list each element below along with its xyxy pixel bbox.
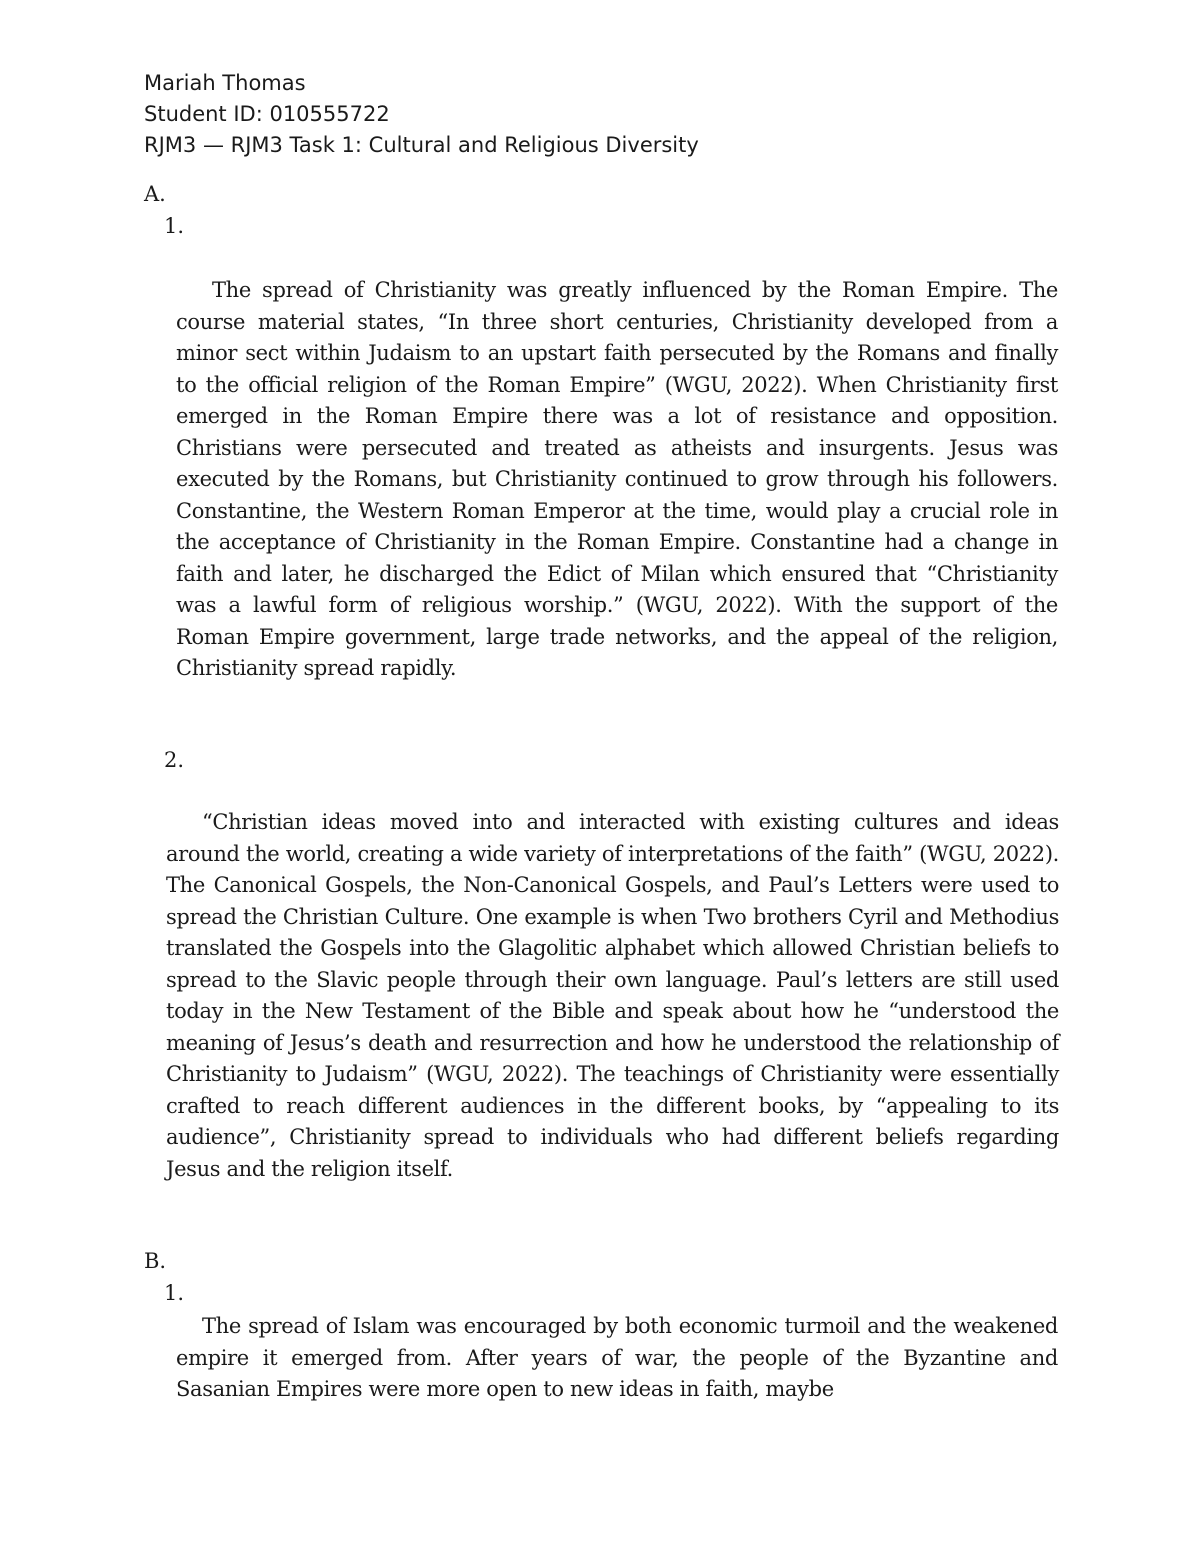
section-b-item-1-label: 1. xyxy=(164,1281,185,1305)
section-a-item-1-paragraph: The spread of Christianity was greatly influenced by the Roman Empire. The course material states, “In three short centuries, Christianity developed from a minor sect within Judaism to an upstart faith persecuted by the Romans and finally to the official religion of the Roman Empire” (WGU, 2022). When Christianity first emerged in the Roman Empire there was a lot of resistance and opposition. Christians were persecuted and treated as atheists and insurgents. Jesus was executed by the Romans, but Christianity continued to grow through his followers. Constantine, the Western Roman Emperor at the time, would play a crucial role in the acceptance of Christianity in the Roman Empire. Constantine had a change in faith and later, he discharged the Edict of Milan which ensured that “Christianity was a lawful form of religious worship.” (WGU, 2022). With the support of the Roman Empire government, large trade networks, and the appeal of the religion, Christianity spread rapidly. xyxy=(176,278,1058,680)
student-id: Student ID: 010555722 xyxy=(144,102,390,126)
section-a-item-1-label: 1. xyxy=(164,214,185,238)
section-a-label: A. xyxy=(144,182,166,206)
course-title: RJM3 — RJM3 Task 1: Cultural and Religious Diversity xyxy=(144,133,699,157)
section-b-label: B. xyxy=(144,1249,167,1273)
document-header xyxy=(144,68,699,161)
student-name: Mariah Thomas xyxy=(144,71,306,95)
section-a-item-2-paragraph: “Christian ideas moved into and interacted with existing cultures and ideas around the world, creating a wide variety of interpretations of the faith” (WGU, 2022). The Canonical Gospels, the Non-Canonical Gospels, and Paul’s Letters were used to spread the Christian Culture. One example is when Two brothers Cyril and Methodius translated the Gospels into the Glagolitic alphabet which allowed Christian beliefs to spread to the Slavic people through their own language. Paul’s letters are still used today in the New Testament of the Bible and speak about how he “understood the meaning of Jesus’s death and resurrection and how he understood the relationship of Christianity to Judaism” (WGU, 2022). The teachings of Christianity were essentially crafted to reach different audiences in the different books, by “appealing to its audience”, Christianity spread to individuals who had different beliefs regarding Jesus and the religion itself. xyxy=(166,810,1059,1181)
section-b-item-1-paragraph: The spread of Islam was encouraged by both economic turmoil and the weakened empire it emerged from. After years of war, the people of the Byzantine and Sasanian Empires were more open to new ideas in faith, maybe xyxy=(176,1314,1058,1401)
section-a-item-2-label: 2. xyxy=(164,748,185,772)
